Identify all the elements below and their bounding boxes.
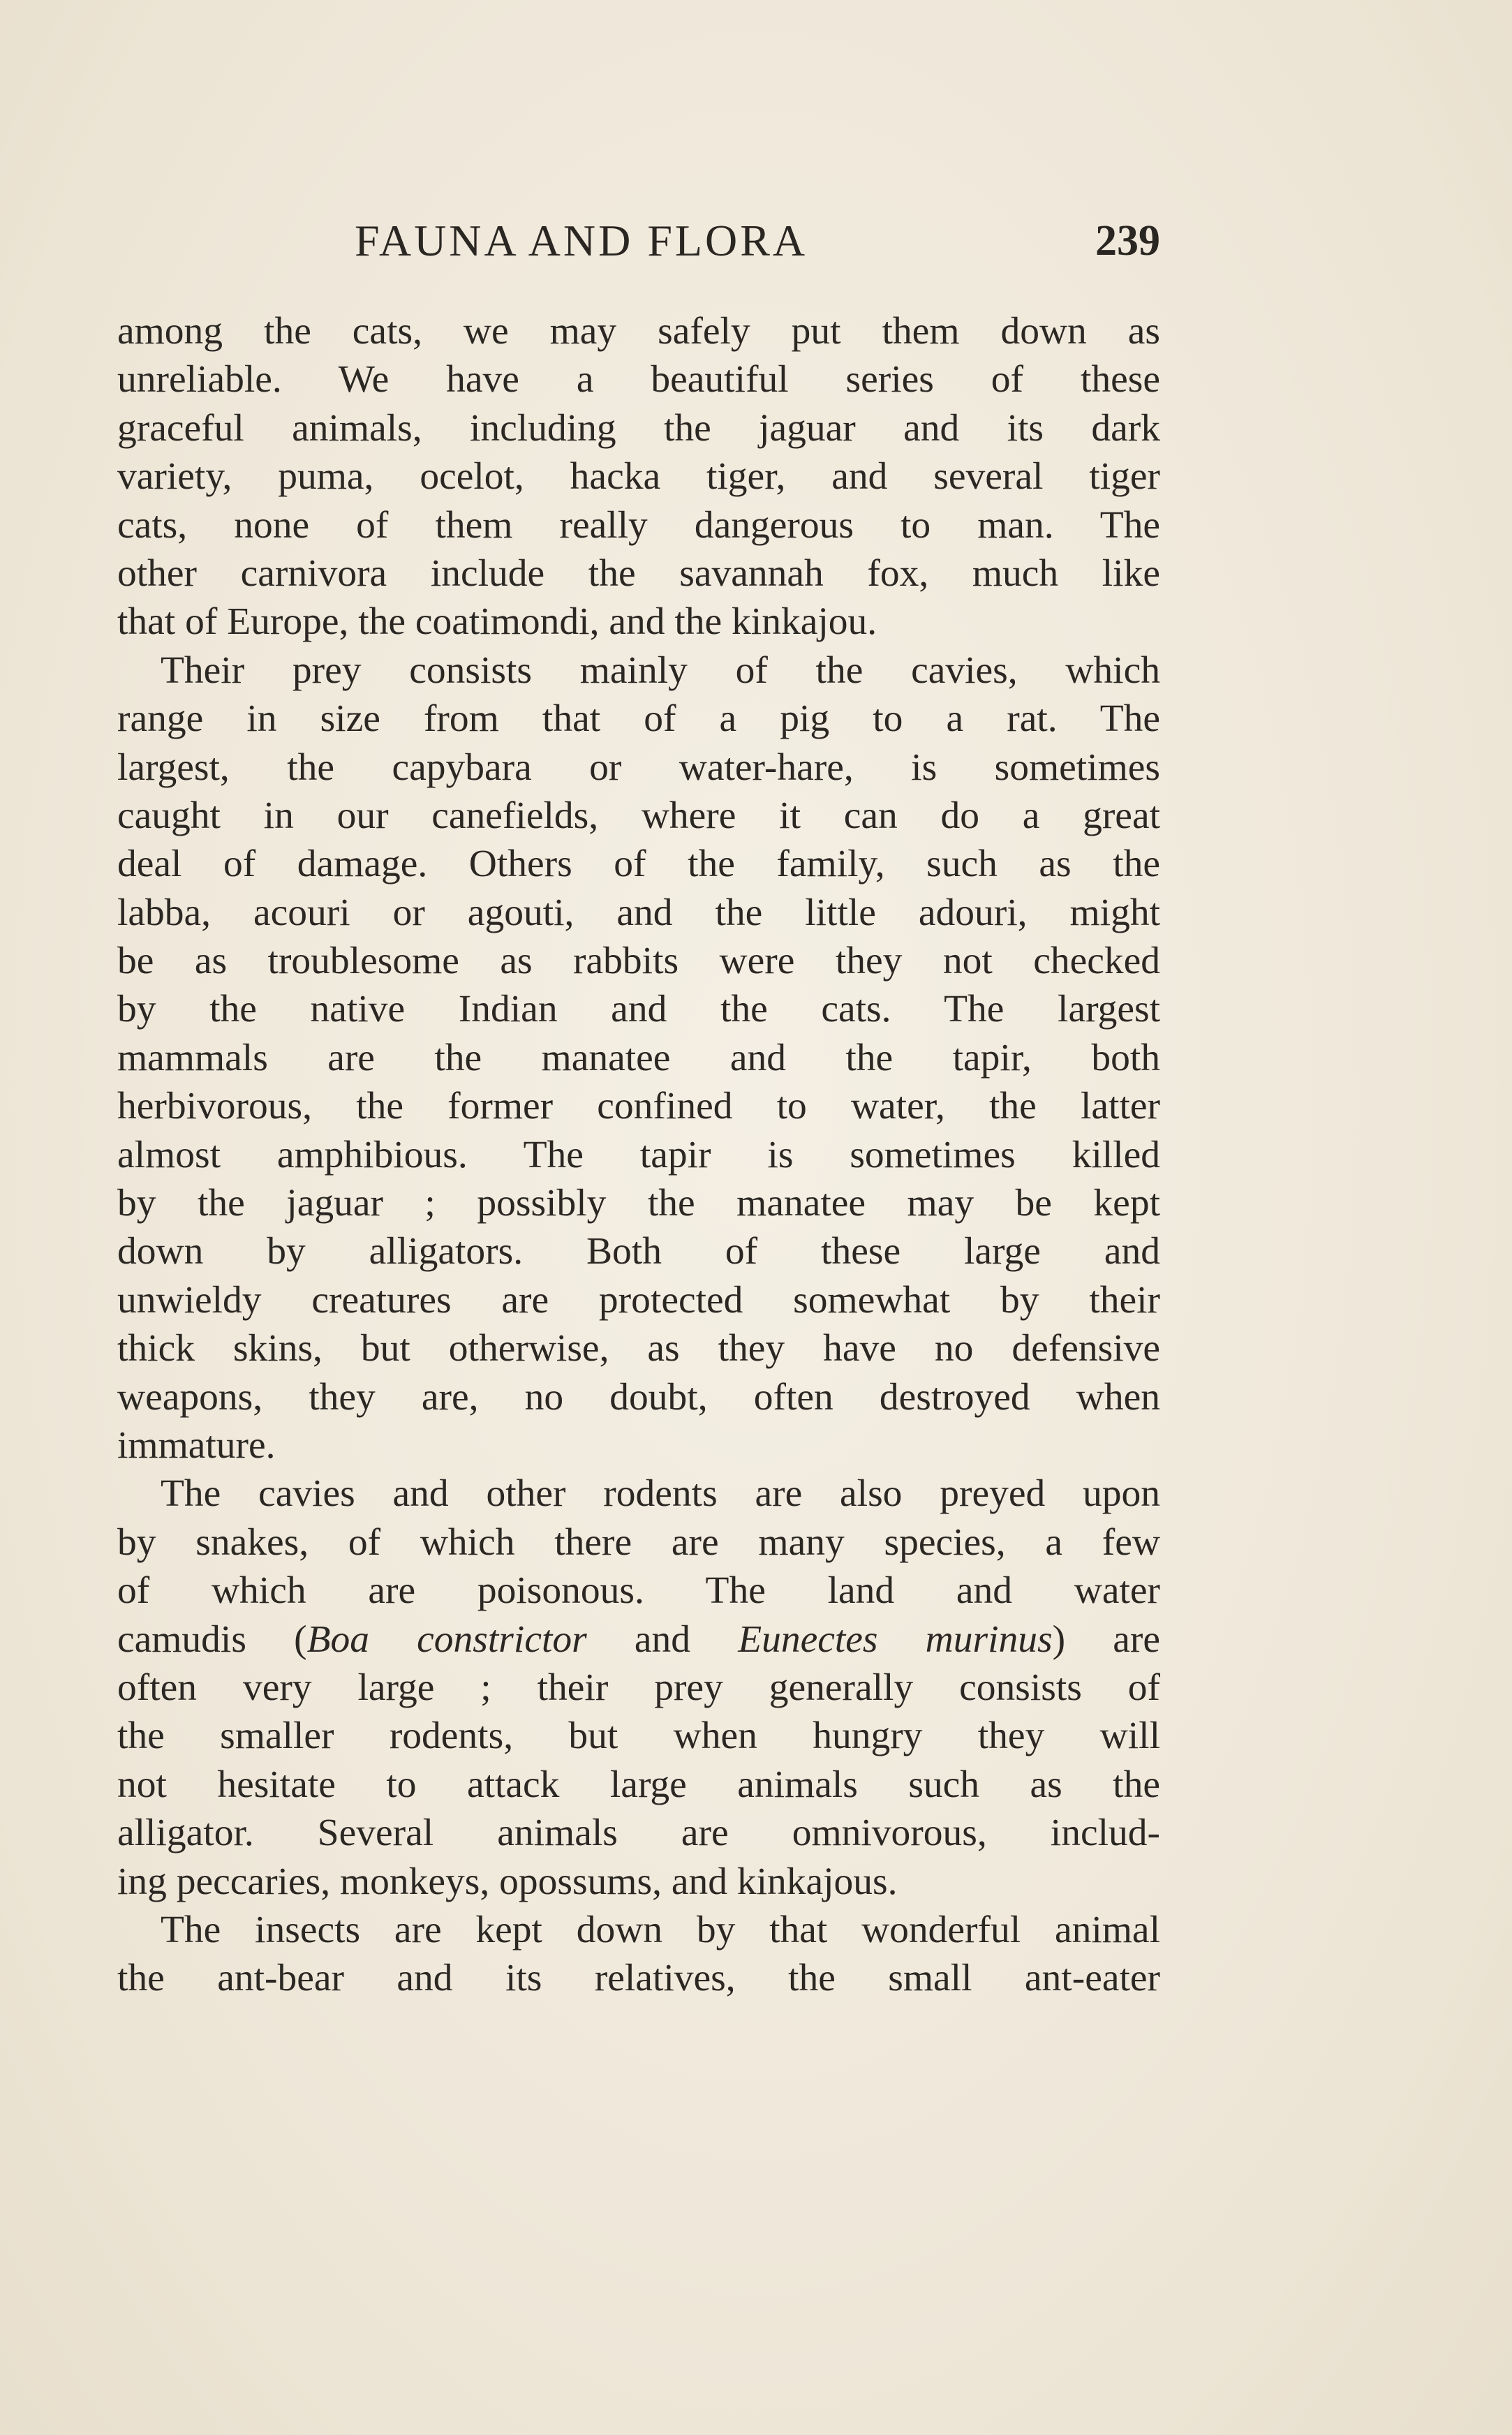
text-line: range in size from that of a pig to a rat. The [117,697,1160,741]
text-line: among the cats, we may safely put them down as [117,310,1160,353]
species-name: Boa constrictor [306,1618,587,1661]
text-line: often very large ; their prey generally consists of [117,1666,1160,1709]
text-line: caught in our canefields, where it can do a great [117,794,1160,837]
text-line: Their prey consists mainly of the cavies, which [161,649,1160,692]
text-line: the ant-bear and its relatives, the small ant-eater [117,1957,1160,2000]
paragraph [117,646,1160,1470]
text-line: not hesitate to attack large animals such as the [117,1763,1160,1806]
text-line: by snakes, of which there are many species, a few [117,1520,1160,1564]
text-line: other carnivora include the savannah fox, much like [117,552,1160,595]
text-line: graceful animals, including the jaguar and its dark [117,406,1160,450]
text-line: mammals are the manatee and the tapir, both [117,1036,1160,1079]
text-line: The insects are kept down by that wonderful animal [161,1908,1160,1951]
paragraph [117,307,1160,646]
running-title: FAUNA AND FLORA [355,216,808,265]
text-line: of which are poisonous. The land and water [117,1569,1160,1613]
text-line: variety, puma, ocelot, hacka tiger, and several tiger [117,455,1160,498]
species-name: Eunectes murinus [738,1618,1053,1661]
text-line: by the native Indian and the cats. The largest [117,988,1160,1031]
page-header [117,209,1160,272]
paragraph [117,1470,1160,1906]
page-number: 239 [1095,217,1160,265]
text-line: down by alligators. Both of these large and [117,1230,1160,1273]
text-line: immature. [117,1423,276,1467]
body-text [117,307,1160,2003]
text-line: ing peccaries, monkeys, opossums, and kinkajous. [117,1860,898,1903]
text-line-with-italics [117,1615,1160,1664]
text-line: by the jaguar ; possibly the manatee may be kept [117,1182,1160,1225]
text-line: deal of damage. Others of the family, such as the [117,843,1160,886]
text-line: thick skins, but otherwise, as they have no defensive [117,1327,1160,1370]
text-line: The cavies and other rodents are also preyed upon [161,1472,1160,1516]
text-fragment: camudis ( [117,1618,307,1661]
text-line: largest, the capybara or water-hare, is sometimes [117,746,1160,789]
text-line: cats, none of them really dangerous to man. The [117,503,1160,547]
text-line: alligator. Several animals are omnivorous, includ- [117,1812,1160,1855]
text-line: that of Europe, the coatimondi, and the kinkajou. [117,600,877,644]
text-fragment: and [586,1618,739,1661]
text-fragment: ) are [1052,1618,1160,1661]
text-line: unwieldy creatures are protected somewhat by their [117,1278,1160,1322]
text-line: be as troublesome as rabbits were they not checked [117,940,1160,983]
text-line: the smaller rodents, but when hungry they will [117,1715,1160,1758]
text-line: herbivorous, the former confined to water, the latter [117,1085,1160,1128]
text-line: almost amphibious. The tapir is sometimes killed [117,1133,1160,1176]
text-line: labba, acouri or agouti, and the little adouri, might [117,891,1160,934]
text-line: weapons, they are, no doubt, often destroyed when [117,1375,1160,1419]
paragraph [117,1906,1160,2003]
text-line: unreliable. We have a beautiful series of these [117,358,1160,401]
